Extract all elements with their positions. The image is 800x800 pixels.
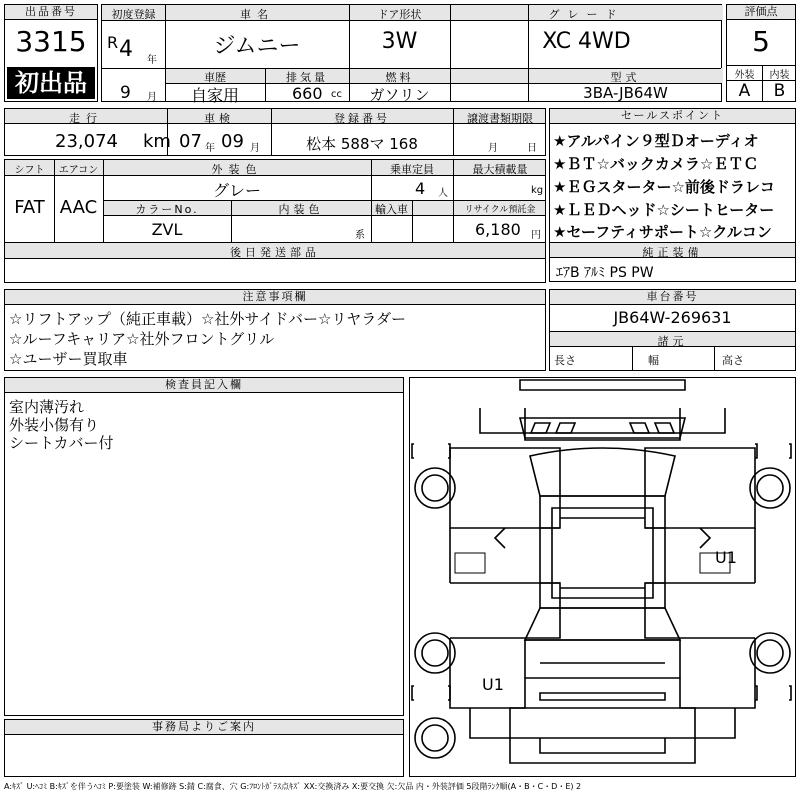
note-line-1: ☆リフトアップ（純正車載）☆社外サイドバー☆リヤラダー (9, 310, 407, 328)
office-label: 事務局よりご案内 (5, 720, 403, 735)
damage-mark-side: U1 (715, 548, 737, 567)
transfer-label: 譲渡書類期限 (467, 112, 533, 125)
inspection-year: 07 (179, 131, 202, 152)
door-type: 3W (381, 29, 418, 54)
year-unit: 年 (147, 55, 157, 66)
vehicle-info-box (101, 4, 722, 105)
first-listing-badge: 初出品 (7, 67, 95, 99)
model-label: 型式 (610, 71, 641, 84)
air-conditioner: AAC (59, 197, 98, 218)
dims-label: 諸元 (657, 335, 688, 348)
chassis-box (549, 289, 796, 371)
mileage-unit: km (143, 131, 171, 152)
plate-label: 登録番号 (334, 112, 390, 125)
vehicle-history: 自家用 (190, 86, 239, 105)
capacity-unit: 人 (438, 188, 448, 199)
score-label: 評価点 (727, 5, 795, 20)
shift-label: シフト (14, 165, 45, 176)
notes-box (4, 289, 546, 371)
length-label: 長さ (554, 354, 576, 367)
car-name: ジムニー (213, 34, 301, 59)
later-parts-label: 後日発送部品 (230, 246, 320, 259)
overall-score: 5 (752, 25, 770, 58)
model-code: 3BA-JB64W (583, 84, 668, 102)
capacity: 4 (415, 179, 426, 198)
int-color-unit: 系 (355, 230, 365, 241)
first-reg-year: 4 (119, 37, 133, 62)
load-label: 最大積載量 (472, 163, 528, 176)
exterior-label: 外装 (734, 70, 755, 81)
notes-label: 注意事項欄 (5, 290, 545, 305)
color-no-label: カラーNo. (135, 203, 199, 216)
inspector-label: 検査員記入欄 (5, 378, 403, 393)
inspector-line-2: 外装小傷有り (9, 416, 100, 434)
recycle-fee: 6,180 (475, 220, 521, 239)
displacement-unit: cc (331, 89, 342, 100)
recycle-unit: 円 (531, 230, 541, 241)
car-name-label: 車名 (240, 8, 274, 21)
first-reg-month: 9 (120, 83, 131, 103)
score-box (726, 4, 796, 102)
sales-point-3: ★ＥＧスターター☆前後ドラレコ (553, 178, 775, 196)
inspection-month: 09 (221, 131, 244, 152)
damage-mark-rear: U1 (482, 675, 504, 694)
shift: FAT (14, 197, 45, 218)
spec-box (4, 159, 546, 283)
era: R (107, 33, 119, 52)
grade-label: グレード (548, 8, 625, 21)
interior-label: 内装 (769, 70, 790, 81)
ext-color-label: 外装色 (211, 163, 263, 176)
width-label: 幅 (648, 354, 659, 367)
import-label: 輸入車 (375, 203, 408, 216)
damage-diagram (409, 377, 796, 777)
door-label: ドア形状 (377, 8, 422, 21)
transfer-month-unit: 月 (488, 143, 498, 154)
sales-point-4: ★ＬＥＤヘッド☆シートヒーター (553, 201, 775, 219)
displacement-label: 排気量 (286, 71, 328, 84)
mileage: 23,074 (55, 131, 118, 152)
capacity-label: 乗車定員 (390, 163, 434, 176)
lot-box (4, 4, 98, 102)
height-label: 高さ (722, 354, 744, 367)
standard-equipment: ｴｱB ｱﾙﾐ PS PW (556, 265, 654, 281)
inspector-line-1: 室内薄汚れ (9, 398, 85, 416)
lot-number: 3315 (15, 25, 87, 58)
mileage-label: 走行 (69, 112, 103, 125)
legend-text: A:ｷｽﾞ U:ﾍｺﾐ B:ｷｽﾞを伴うﾍｺﾐ P:要塗装 W:補修跡 S:錆 C:腐食、穴 G:ﾌﾛﾝﾄｶﾞﾗｽ点ｷｽﾞ XX:交換済み X:要交換 欠:欠品 内・外装評価 5段階ﾗﾝｸ順(A・B・C・D・E) 2 (4, 782, 582, 791)
sales-point-2: ★ＢＴ☆バックカメラ☆ＥＴＣ (553, 155, 759, 173)
interior-score: B (773, 81, 786, 101)
mileage-box (4, 108, 546, 156)
equip-label: 純正装備 (642, 246, 703, 259)
displacement: 660 (292, 84, 323, 103)
chassis-label: 車台番号 (550, 290, 795, 305)
fuel-label: 燃料 (385, 71, 414, 84)
inspection-label: 車検 (204, 112, 234, 125)
sales-point-5: ★セーフティサポート☆クルコン (553, 223, 772, 241)
inspector-line-3: シートカバー付 (9, 434, 114, 452)
sales-box (549, 108, 796, 282)
note-line-3: ☆ユーザー買取車 (9, 350, 128, 368)
recycle-label: リサイクル預託金 (464, 205, 536, 215)
history-label: 車歴 (204, 71, 226, 84)
int-color-label: 内装色 (278, 203, 324, 216)
sales-points-label: セールスポイント (550, 109, 795, 124)
color-code: ZVL (151, 220, 183, 239)
inspection-year-unit: 年 (205, 143, 215, 154)
month-unit: 月 (147, 92, 157, 103)
inspection-month-unit: 月 (250, 143, 260, 154)
grade: XC 4WD (542, 29, 631, 54)
plate-number: 松本 588マ 168 (306, 135, 418, 153)
ext-color: グレー (212, 181, 261, 200)
exterior-score: A (738, 81, 751, 101)
load-unit: kg (531, 185, 544, 196)
lot-no-label: 出品番号 (5, 5, 97, 20)
transfer-day-unit: 日 (527, 143, 537, 154)
ac-label: エアコン (58, 165, 99, 176)
car-outline-diagram (410, 378, 795, 776)
first-reg-label: 初度登録 (111, 8, 156, 21)
note-line-2: ☆ルーフキャリア☆社外フロントグリル (9, 330, 275, 348)
chassis-number: JB64W-269631 (613, 308, 732, 327)
sales-point-1: ★アルパイン９型Ｄオーディオ (553, 132, 759, 150)
fuel: ガソリン (369, 86, 430, 104)
office-box (4, 719, 404, 777)
inspector-box (4, 377, 404, 716)
